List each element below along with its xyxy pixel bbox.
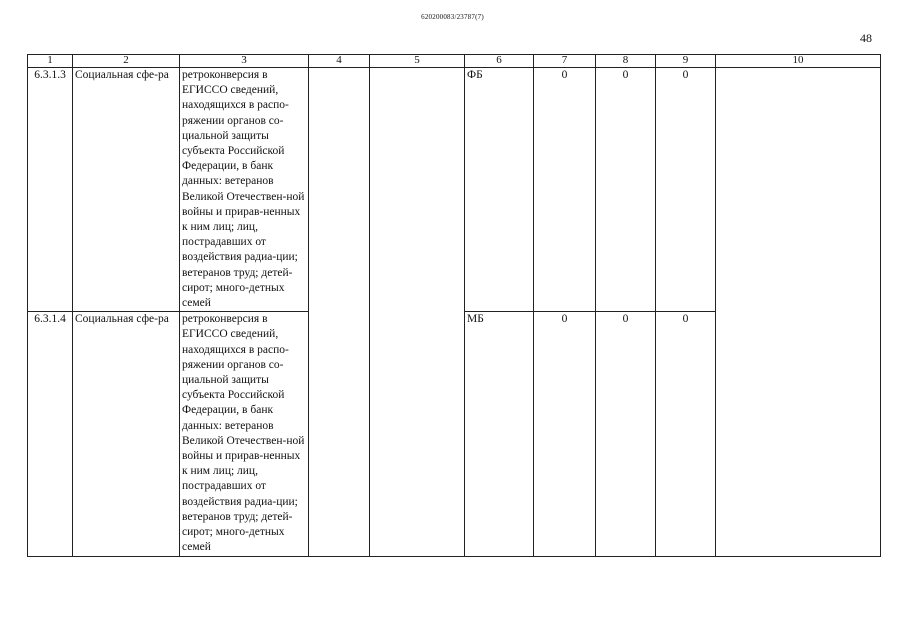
row-col7: 0: [534, 312, 596, 556]
column-header: 8: [596, 55, 656, 68]
row-col9: 0: [656, 312, 716, 556]
row-funding-source: ФБ: [465, 68, 534, 312]
column-header: 2: [73, 55, 180, 68]
row-col5: [370, 68, 465, 557]
column-header: 7: [534, 55, 596, 68]
row-index: 6.3.1.4: [28, 312, 73, 556]
row-col8: 0: [596, 68, 656, 312]
row-col10: [716, 68, 881, 557]
column-header: 3: [180, 55, 309, 68]
row-sphere: Социальная сфе-ра: [73, 68, 180, 312]
row-description: ретроконверсия в ЕГИССО сведений, находящихся в распо-ряжении органов со-циальной защиты субъекта Российской Федерации, в банк данных: ветеранов Великой Отечествен-ной войны и прирав-ненных к ним лиц; лиц, пострадавших от воздействия радиа-ции; ветеранов труд; детей-сирот; много-детных семей: [180, 312, 309, 556]
document-id: 620200083/23787(7): [421, 13, 484, 21]
table-row: [28, 68, 881, 312]
row-description: ретроконверсия в ЕГИССО сведений, находящихся в распо-ряжении органов со-циальной защиты субъекта Российской Федерации, в банк данных: ветеранов Великой Отечествен-ной войны и прирав-ненных к ним лиц; лиц, пострадавших от воздействия радиа-ции; ветеранов труд; детей-сирот; много-детных семей: [180, 68, 309, 312]
budget-table: [27, 54, 881, 557]
row-col9: 0: [656, 68, 716, 312]
row-index: 6.3.1.3: [28, 68, 73, 312]
row-col4: [309, 68, 370, 557]
column-header: 5: [370, 55, 465, 68]
row-col8: 0: [596, 312, 656, 556]
row-sphere: Социальная сфе-ра: [73, 312, 180, 556]
column-header: 9: [656, 55, 716, 68]
column-header: 1: [28, 55, 73, 68]
column-header: 10: [716, 55, 881, 68]
column-header: 6: [465, 55, 534, 68]
row-col7: 0: [534, 68, 596, 312]
column-header: 4: [309, 55, 370, 68]
page-number: 48: [860, 31, 872, 45]
table-header-row: [28, 55, 881, 68]
row-funding-source: МБ: [465, 312, 534, 556]
